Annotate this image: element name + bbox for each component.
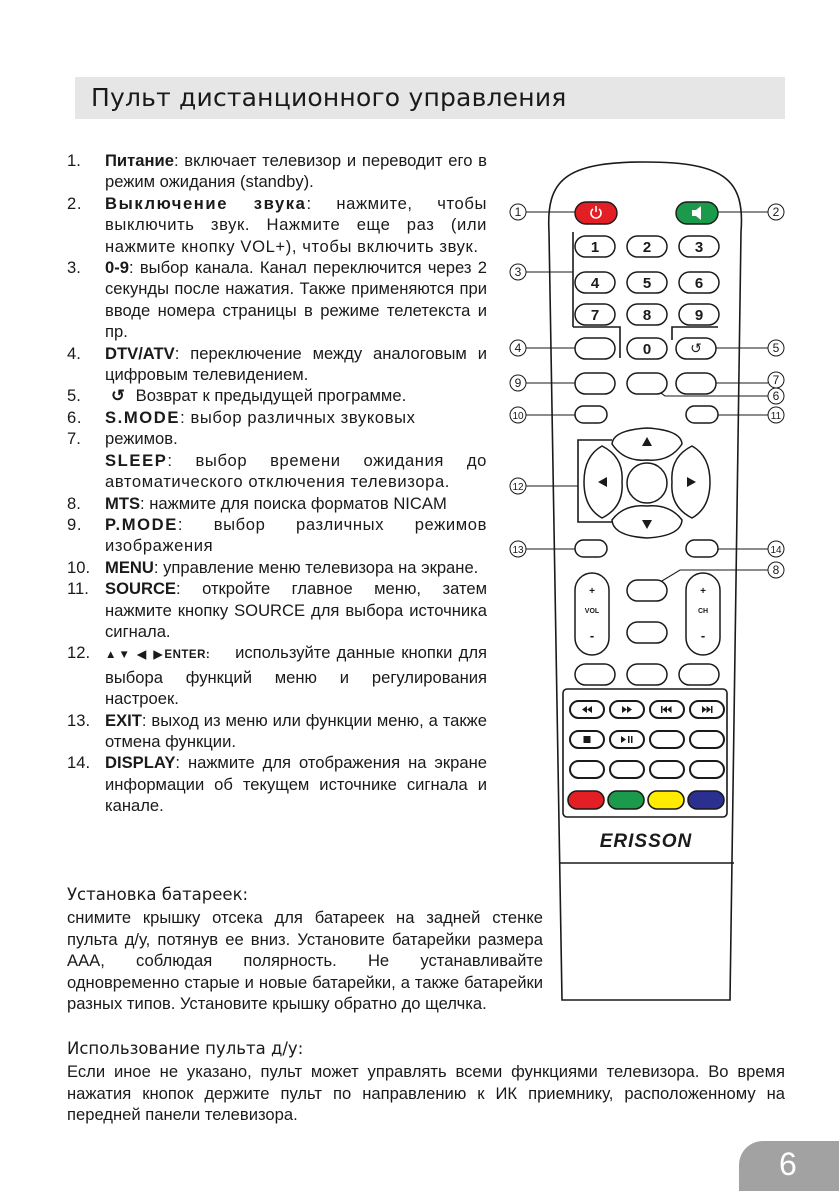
exit-button — [575, 540, 607, 557]
page-title: Пульт дистанционного управления — [91, 83, 567, 112]
list-item: 8. MTS: нажмите для поиска форматов NICAM — [67, 493, 447, 513]
callout-2 — [768, 204, 784, 220]
red-key — [568, 791, 604, 809]
mts-button — [627, 580, 667, 601]
svg-text:2: 2 — [772, 205, 780, 219]
usage-paragraph: Если иное не указано, пульт может управлять всеми функциями телевизора. Во время нажатия кнопок держите пульт по направлению к ИК приемнику, расположенному на передней панели телевизора. — [67, 1062, 785, 1125]
play-pause-button — [610, 731, 644, 748]
svg-text:7: 7 — [772, 373, 780, 387]
fn-button-a — [575, 664, 615, 685]
extra-button-3 — [570, 761, 604, 778]
extra-button-5 — [650, 761, 684, 778]
svg-text:VOL: VOL — [584, 608, 600, 615]
callout-5 — [768, 340, 784, 356]
list-item: 9. P.MODE: выбор различных режимов изображения — [67, 514, 487, 556]
display-button — [686, 540, 718, 557]
svg-text:6: 6 — [772, 389, 780, 403]
pmode-button — [575, 373, 615, 394]
callout-14 — [768, 541, 784, 557]
svg-text:9: 9 — [514, 376, 522, 390]
brand-logo: ERISSON — [599, 831, 693, 852]
list-item: 5. ↺ Возврат к предыдущей программе. — [67, 386, 407, 406]
usage-heading: Использование пульта д/у: — [67, 1039, 304, 1058]
source-button — [686, 406, 718, 423]
list-item: 10. MENU: управление меню телевизора на экране. — [67, 557, 479, 577]
list-item: 12. ▲▼ ◀ ▶ENTER: используйте данные кнопки для выбора функций меню и регулирования настроек. — [67, 643, 487, 709]
return-icon: ↺ — [690, 340, 702, 356]
callout-3 — [510, 264, 526, 280]
color-keys — [568, 791, 724, 809]
center-button — [627, 622, 667, 643]
sleep-button — [676, 373, 716, 394]
list-item: 2. Выключение звука: нажмите, чтобы выключить звук. Нажмите еще раз (или нажмите кнопку VOL+), чтобы включить звук. — [67, 193, 487, 256]
svg-text:12: 12 — [512, 482, 524, 493]
svg-text:5: 5 — [772, 341, 780, 355]
list-item: 7. режимов. — [67, 429, 178, 449]
svg-text:3: 3 — [694, 239, 704, 256]
stop-icon — [584, 736, 591, 743]
callout-13 — [510, 541, 526, 557]
fn-button-c — [679, 664, 719, 685]
page-number: 6 — [779, 1146, 797, 1182]
extra-button-2 — [690, 731, 724, 748]
list-item: 13. EXIT: выход из меню или функции меню, а также отмена функции. — [67, 710, 487, 751]
svg-text:10: 10 — [512, 411, 524, 422]
svg-text:1: 1 — [514, 205, 522, 219]
svg-text:CH: CH — [697, 608, 709, 615]
svg-text:3: 3 — [514, 265, 522, 279]
svg-text:14: 14 — [770, 545, 782, 556]
list-item: 11. SOURCE: откройте главное меню, затем нажмите кнопку SOURCE для выбора источника сигнала. — [67, 579, 487, 641]
svg-text:4: 4 — [514, 341, 522, 355]
extra-button-1 — [650, 731, 684, 748]
battery-paragraph: снимите крышку отсека для батареек на задней стенке пульта д/у, потянув ее вниз. Установите батарейки размера ААА, соблюдая полярность. Не устанавливайте одновременно старые и новые батарейки, а также батарейки разных типов. Установите крышку обратно до щелчка. — [67, 908, 543, 1014]
svg-text:+: + — [700, 586, 706, 597]
svg-text:13: 13 — [512, 545, 524, 556]
svg-text:+: + — [589, 586, 595, 597]
blue-key — [688, 791, 724, 809]
list-item: 6. S.MODE: выбор различных звуковых — [67, 407, 416, 427]
list-item: 1. Питание: включает телевизор и переводит его в режим ожидания (standby). — [67, 151, 487, 192]
svg-text:-: - — [589, 628, 595, 643]
enter-button — [627, 463, 667, 503]
callout-7 — [768, 372, 784, 388]
callout-10 — [510, 407, 526, 423]
svg-text:4: 4 — [590, 275, 600, 292]
power-button — [575, 202, 617, 224]
smode-button — [627, 373, 667, 394]
list-item: 4. DTV/ATV: переключение между аналоговым и цифровым телевидением. — [67, 343, 487, 385]
fn-button-b — [627, 664, 667, 685]
svg-text:8: 8 — [642, 307, 652, 324]
yellow-key — [648, 791, 684, 809]
extra-button-6 — [690, 761, 724, 778]
dtv-atv-button — [575, 338, 615, 359]
green-key — [608, 791, 644, 809]
callout-11 — [768, 407, 784, 423]
list-item: 3. 0-9: выбор канала. Канал переключится через 2 секунды после нажатия. Также применяются при вводе номера страницы в режиме телетекста и пр. — [67, 258, 487, 342]
svg-text:-: - — [700, 628, 706, 643]
callout-12 — [510, 478, 526, 494]
callout-6 — [768, 388, 784, 404]
list-item: SLEEP: выбор времени ожидания до автоматического отключения телевизора. — [105, 450, 487, 492]
return-icon: ↺ — [111, 386, 125, 406]
callout-4 — [510, 340, 526, 356]
battery-heading: Установка батареек: — [67, 885, 249, 904]
svg-text:2: 2 — [642, 239, 652, 256]
menu-button — [575, 406, 607, 423]
svg-text:8: 8 — [772, 563, 780, 577]
extra-button-4 — [610, 761, 644, 778]
svg-text:9: 9 — [694, 307, 704, 324]
callout-8 — [768, 562, 784, 578]
callout-1 — [510, 204, 526, 220]
callout-9 — [510, 375, 526, 391]
svg-text:0: 0 — [642, 341, 652, 358]
list-item: 14. DISPLAY: нажмите для отображения на экране информации об текущем источнике сигнала и канале. — [67, 753, 487, 816]
svg-text:6: 6 — [694, 275, 704, 292]
svg-text:11: 11 — [770, 411, 782, 422]
svg-text:5: 5 — [642, 275, 652, 292]
svg-text:7: 7 — [590, 307, 600, 324]
svg-text:1: 1 — [590, 239, 600, 256]
